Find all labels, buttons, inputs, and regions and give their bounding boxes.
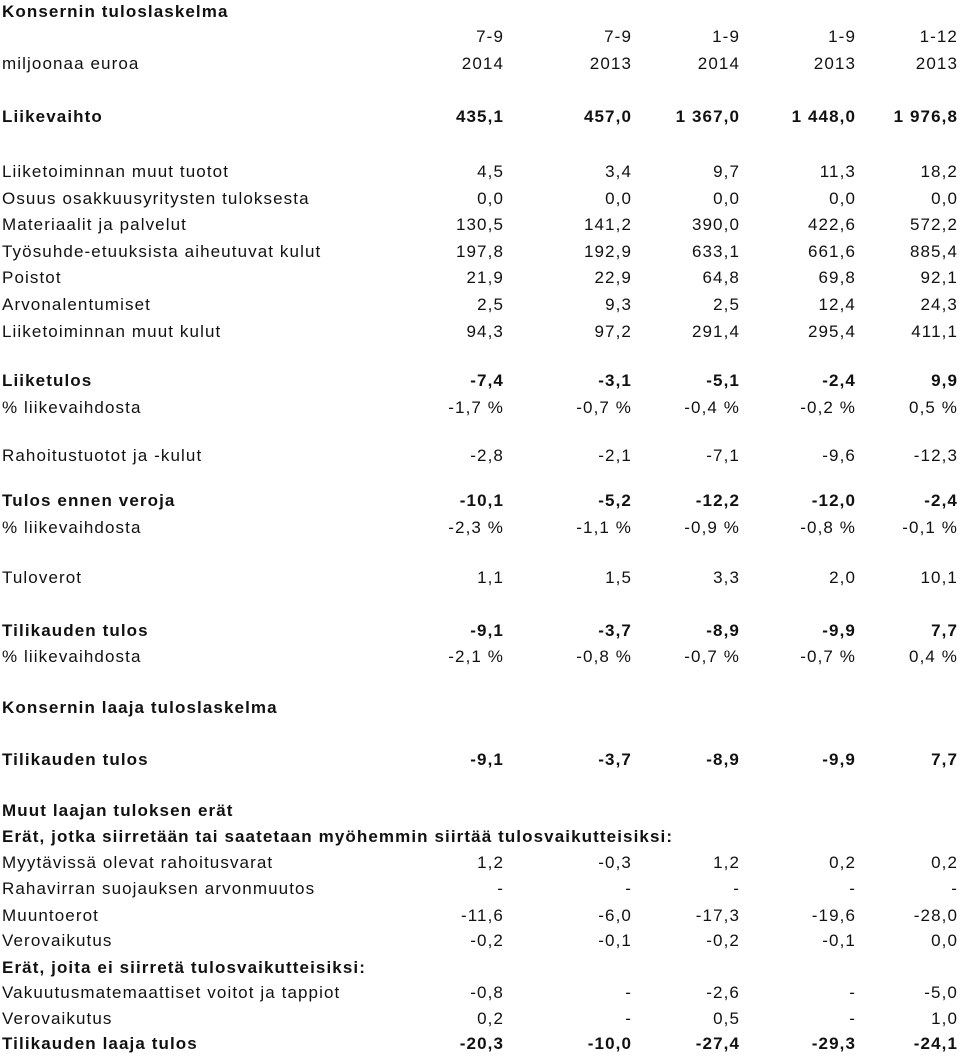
value-cell: 457,0: [583, 107, 632, 126]
row-label: Muuntoerot: [2, 906, 99, 925]
unit-label: miljoonaa euroa: [2, 54, 140, 73]
table-row: [0, 1032, 960, 1056]
table-row: [0, 1007, 960, 1031]
value-cell: -0,3: [598, 853, 632, 872]
value-cell: 64,8: [702, 268, 740, 287]
table-row: [0, 956, 960, 980]
row-label: Verovaikutus: [2, 1009, 113, 1028]
value-cell: -12,0: [811, 491, 856, 510]
row-label: Osuus osakkuusyritysten tuloksesta: [2, 189, 310, 208]
table-row: [0, 240, 960, 264]
table-row: [0, 825, 960, 849]
row-label: Rahavirran suojauksen arvonmuutos: [2, 879, 316, 898]
value-cell: 11,3: [819, 162, 856, 181]
table-row: [0, 369, 960, 393]
value-cell: -9,6: [822, 446, 856, 465]
value-cell: -0,7 %: [576, 398, 632, 417]
value-cell: 390,0: [691, 215, 740, 234]
row-label: Liiketulos: [2, 371, 93, 390]
value-cell: 1,5: [605, 568, 632, 587]
row-label: Poistot: [2, 268, 62, 287]
value-cell: -0,1: [822, 931, 856, 950]
value-cell: 7,7: [931, 750, 958, 769]
value-cell: 9,7: [713, 162, 740, 181]
value-cell: -8,9: [706, 621, 740, 640]
table-row: [0, 396, 960, 420]
table-row: [0, 516, 960, 540]
value-cell: -0,8 %: [800, 518, 856, 537]
value-cell: -10,1: [459, 491, 504, 510]
year-header-row: [0, 52, 960, 76]
row-label: Liiketoiminnan muut kulut: [2, 322, 222, 341]
value-cell: -5,1: [706, 371, 740, 390]
period-header: 7-9: [476, 27, 504, 46]
row-label: Rahoitustuotot ja -kulut: [2, 446, 203, 465]
row-label: Tuloverot: [2, 568, 83, 587]
value-cell: 10,1: [920, 568, 958, 587]
value-cell: -0,8 %: [576, 647, 632, 666]
value-cell: 291,4: [691, 322, 740, 341]
value-cell: 3,3: [713, 568, 740, 587]
value-cell: -1,1 %: [576, 518, 632, 537]
row-label: Tilikauden tulos: [2, 621, 149, 640]
value-cell: -9,9: [822, 621, 856, 640]
row-label: Myytävissä olevat rahoitusvarat: [2, 853, 274, 872]
value-cell: 1,2: [713, 853, 740, 872]
row-label: Tulos ennen veroja: [2, 491, 176, 510]
value-cell: -: [849, 983, 856, 1002]
row-label: Liiketoiminnan muut tuotot: [2, 162, 230, 181]
value-cell: -: [849, 879, 856, 898]
value-cell: 885,4: [909, 242, 958, 261]
value-cell: -: [497, 879, 504, 898]
value-cell: -0,9 %: [684, 518, 740, 537]
value-cell: -0,1 %: [902, 518, 958, 537]
value-cell: 9,3: [605, 295, 632, 314]
value-cell: 0,2: [931, 853, 958, 872]
value-cell: -1,7 %: [448, 398, 504, 417]
value-cell: -: [733, 879, 740, 898]
row-label: % liikevaihdosta: [2, 518, 142, 537]
row-label: Liikevaihto: [2, 107, 103, 126]
value-cell: 2,5: [477, 295, 504, 314]
value-cell: 92,1: [920, 268, 958, 287]
value-cell: 0,0: [931, 189, 958, 208]
value-cell: -2,1: [598, 446, 632, 465]
value-cell: 0,0: [931, 931, 958, 950]
value-cell: -29,3: [811, 1034, 856, 1053]
value-cell: -24,1: [913, 1034, 958, 1053]
year-header: 2013: [915, 54, 958, 73]
value-cell: 661,6: [807, 242, 856, 261]
value-cell: -17,3: [695, 906, 740, 925]
value-cell: 3,4: [605, 162, 632, 181]
period-header: 1-9: [828, 27, 856, 46]
table-row: [0, 266, 960, 290]
table-row: [0, 904, 960, 928]
value-cell: -0,2: [706, 931, 740, 950]
value-cell: 69,8: [818, 268, 856, 287]
value-cell: -2,4: [924, 491, 958, 510]
year-header: 2013: [589, 54, 632, 73]
value-cell: -0,7 %: [800, 647, 856, 666]
row-label: Muut laajan tuloksen erät: [2, 801, 234, 820]
value-cell: 1 448,0: [791, 107, 856, 126]
value-cell: -3,7: [598, 750, 632, 769]
value-cell: -19,6: [811, 906, 856, 925]
value-cell: -12,2: [695, 491, 740, 510]
value-cell: 0,0: [713, 189, 740, 208]
value-cell: -2,4: [822, 371, 856, 390]
value-cell: 1,2: [477, 853, 504, 872]
table-row: [0, 645, 960, 669]
value-cell: 18,2: [920, 162, 958, 181]
year-header: 2014: [697, 54, 740, 73]
value-cell: 411,1: [911, 322, 958, 341]
value-cell: 0,0: [829, 189, 856, 208]
table-row: [0, 444, 960, 468]
value-cell: -8,9: [706, 750, 740, 769]
value-cell: 24,3: [920, 295, 958, 314]
row-label: Verovaikutus: [2, 931, 113, 950]
row-label: % liikevaihdosta: [2, 647, 142, 666]
table-row: [0, 105, 960, 129]
value-cell: -2,1 %: [448, 647, 504, 666]
value-cell: -6,0: [598, 906, 632, 925]
value-cell: -5,0: [924, 983, 958, 1002]
year-header: 2013: [813, 54, 856, 73]
value-cell: 141,2: [583, 215, 632, 234]
row-label: % liikevaihdosta: [2, 398, 142, 417]
value-cell: 1,1: [477, 568, 504, 587]
value-cell: 0,2: [477, 1009, 504, 1028]
row-label: Konsernin laaja tuloslaskelma: [2, 698, 278, 717]
value-cell: -3,1: [598, 371, 632, 390]
table-row: [0, 619, 960, 643]
value-cell: -20,3: [459, 1034, 504, 1053]
row-label: Tilikauden laaja tulos: [2, 1034, 198, 1053]
value-cell: 21,9: [466, 268, 504, 287]
value-cell: -: [625, 983, 632, 1002]
value-cell: -9,1: [470, 750, 504, 769]
value-cell: -0,2: [470, 931, 504, 950]
value-cell: -: [849, 1009, 856, 1028]
value-cell: -27,4: [695, 1034, 740, 1053]
value-cell: -9,1: [470, 621, 504, 640]
table-row: [0, 851, 960, 875]
table-row: [0, 981, 960, 1005]
year-header: 2014: [461, 54, 504, 73]
row-label: Erät, joita ei siirretä tulosvaikutteisiksi:: [2, 958, 366, 977]
row-label: Erät, jotka siirretään tai saatetaan myöhemmin siirtää tulosvaikutteisiksi:: [2, 827, 674, 846]
value-cell: 97,2: [594, 322, 632, 341]
table-row: [0, 187, 960, 211]
value-cell: -2,8: [470, 446, 504, 465]
value-cell: 0,4 %: [909, 647, 958, 666]
value-cell: -3,7: [598, 621, 632, 640]
value-cell: 197,8: [455, 242, 504, 261]
value-cell: 7,7: [931, 621, 958, 640]
table-row: [0, 566, 960, 590]
table-row: [0, 877, 960, 901]
value-cell: 4,5: [477, 162, 504, 181]
table-row: [0, 929, 960, 953]
value-cell: 422,6: [807, 215, 856, 234]
period-header-row: [0, 25, 960, 49]
period-header: 1-9: [712, 27, 740, 46]
table-row: [0, 293, 960, 317]
value-cell: -28,0: [913, 906, 958, 925]
table-row: [0, 696, 960, 720]
document-title: Konsernin tuloslaskelma: [2, 2, 229, 21]
value-cell: 633,1: [691, 242, 740, 261]
value-cell: 1 367,0: [675, 107, 740, 126]
value-cell: -0,8: [470, 983, 504, 1002]
value-cell: -12,3: [913, 446, 958, 465]
period-header: 1-12: [919, 27, 958, 46]
value-cell: 0,2: [829, 853, 856, 872]
value-cell: -: [625, 879, 632, 898]
value-cell: 192,9: [583, 242, 632, 261]
document-title-row: [0, 0, 960, 24]
value-cell: 572,2: [909, 215, 958, 234]
row-label: Materiaalit ja palvelut: [2, 215, 187, 234]
row-label: Arvonalentumiset: [2, 295, 151, 314]
table-row: [0, 748, 960, 772]
value-cell: 295,4: [807, 322, 856, 341]
value-cell: -5,2: [598, 491, 632, 510]
table-row: [0, 160, 960, 184]
value-cell: -9,9: [822, 750, 856, 769]
value-cell: -0,2 %: [800, 398, 856, 417]
value-cell: -7,4: [470, 371, 504, 390]
value-cell: -7,1: [706, 446, 740, 465]
value-cell: 1,0: [931, 1009, 958, 1028]
table-row: [0, 799, 960, 823]
table-row: [0, 320, 960, 344]
value-cell: 22,9: [594, 268, 632, 287]
value-cell: -10,0: [587, 1034, 632, 1053]
table-row: [0, 489, 960, 513]
value-cell: 2,0: [829, 568, 856, 587]
value-cell: 94,3: [466, 322, 504, 341]
value-cell: -: [625, 1009, 632, 1028]
value-cell: -2,3 %: [448, 518, 504, 537]
row-label: Vakuutusmatemaattiset voitot ja tappiot: [2, 983, 341, 1002]
period-header: 7-9: [604, 27, 632, 46]
value-cell: -11,6: [461, 906, 504, 925]
value-cell: -2,6: [706, 983, 740, 1002]
value-cell: -0,4 %: [684, 398, 740, 417]
value-cell: 130,5: [455, 215, 504, 234]
value-cell: 1 976,8: [893, 107, 958, 126]
value-cell: 12,4: [818, 295, 856, 314]
value-cell: 0,5: [713, 1009, 740, 1028]
row-label: Työsuhde-etuuksista aiheutuvat kulut: [2, 242, 322, 261]
value-cell: 0,5 %: [909, 398, 958, 417]
value-cell: 435,1: [455, 107, 504, 126]
value-cell: 0,0: [605, 189, 632, 208]
table-row: [0, 213, 960, 237]
value-cell: -0,7 %: [684, 647, 740, 666]
value-cell: 0,0: [477, 189, 504, 208]
row-label: Tilikauden tulos: [2, 750, 149, 769]
value-cell: -: [951, 879, 958, 898]
value-cell: 9,9: [931, 371, 958, 390]
value-cell: 2,5: [713, 295, 740, 314]
value-cell: -0,1: [598, 931, 632, 950]
